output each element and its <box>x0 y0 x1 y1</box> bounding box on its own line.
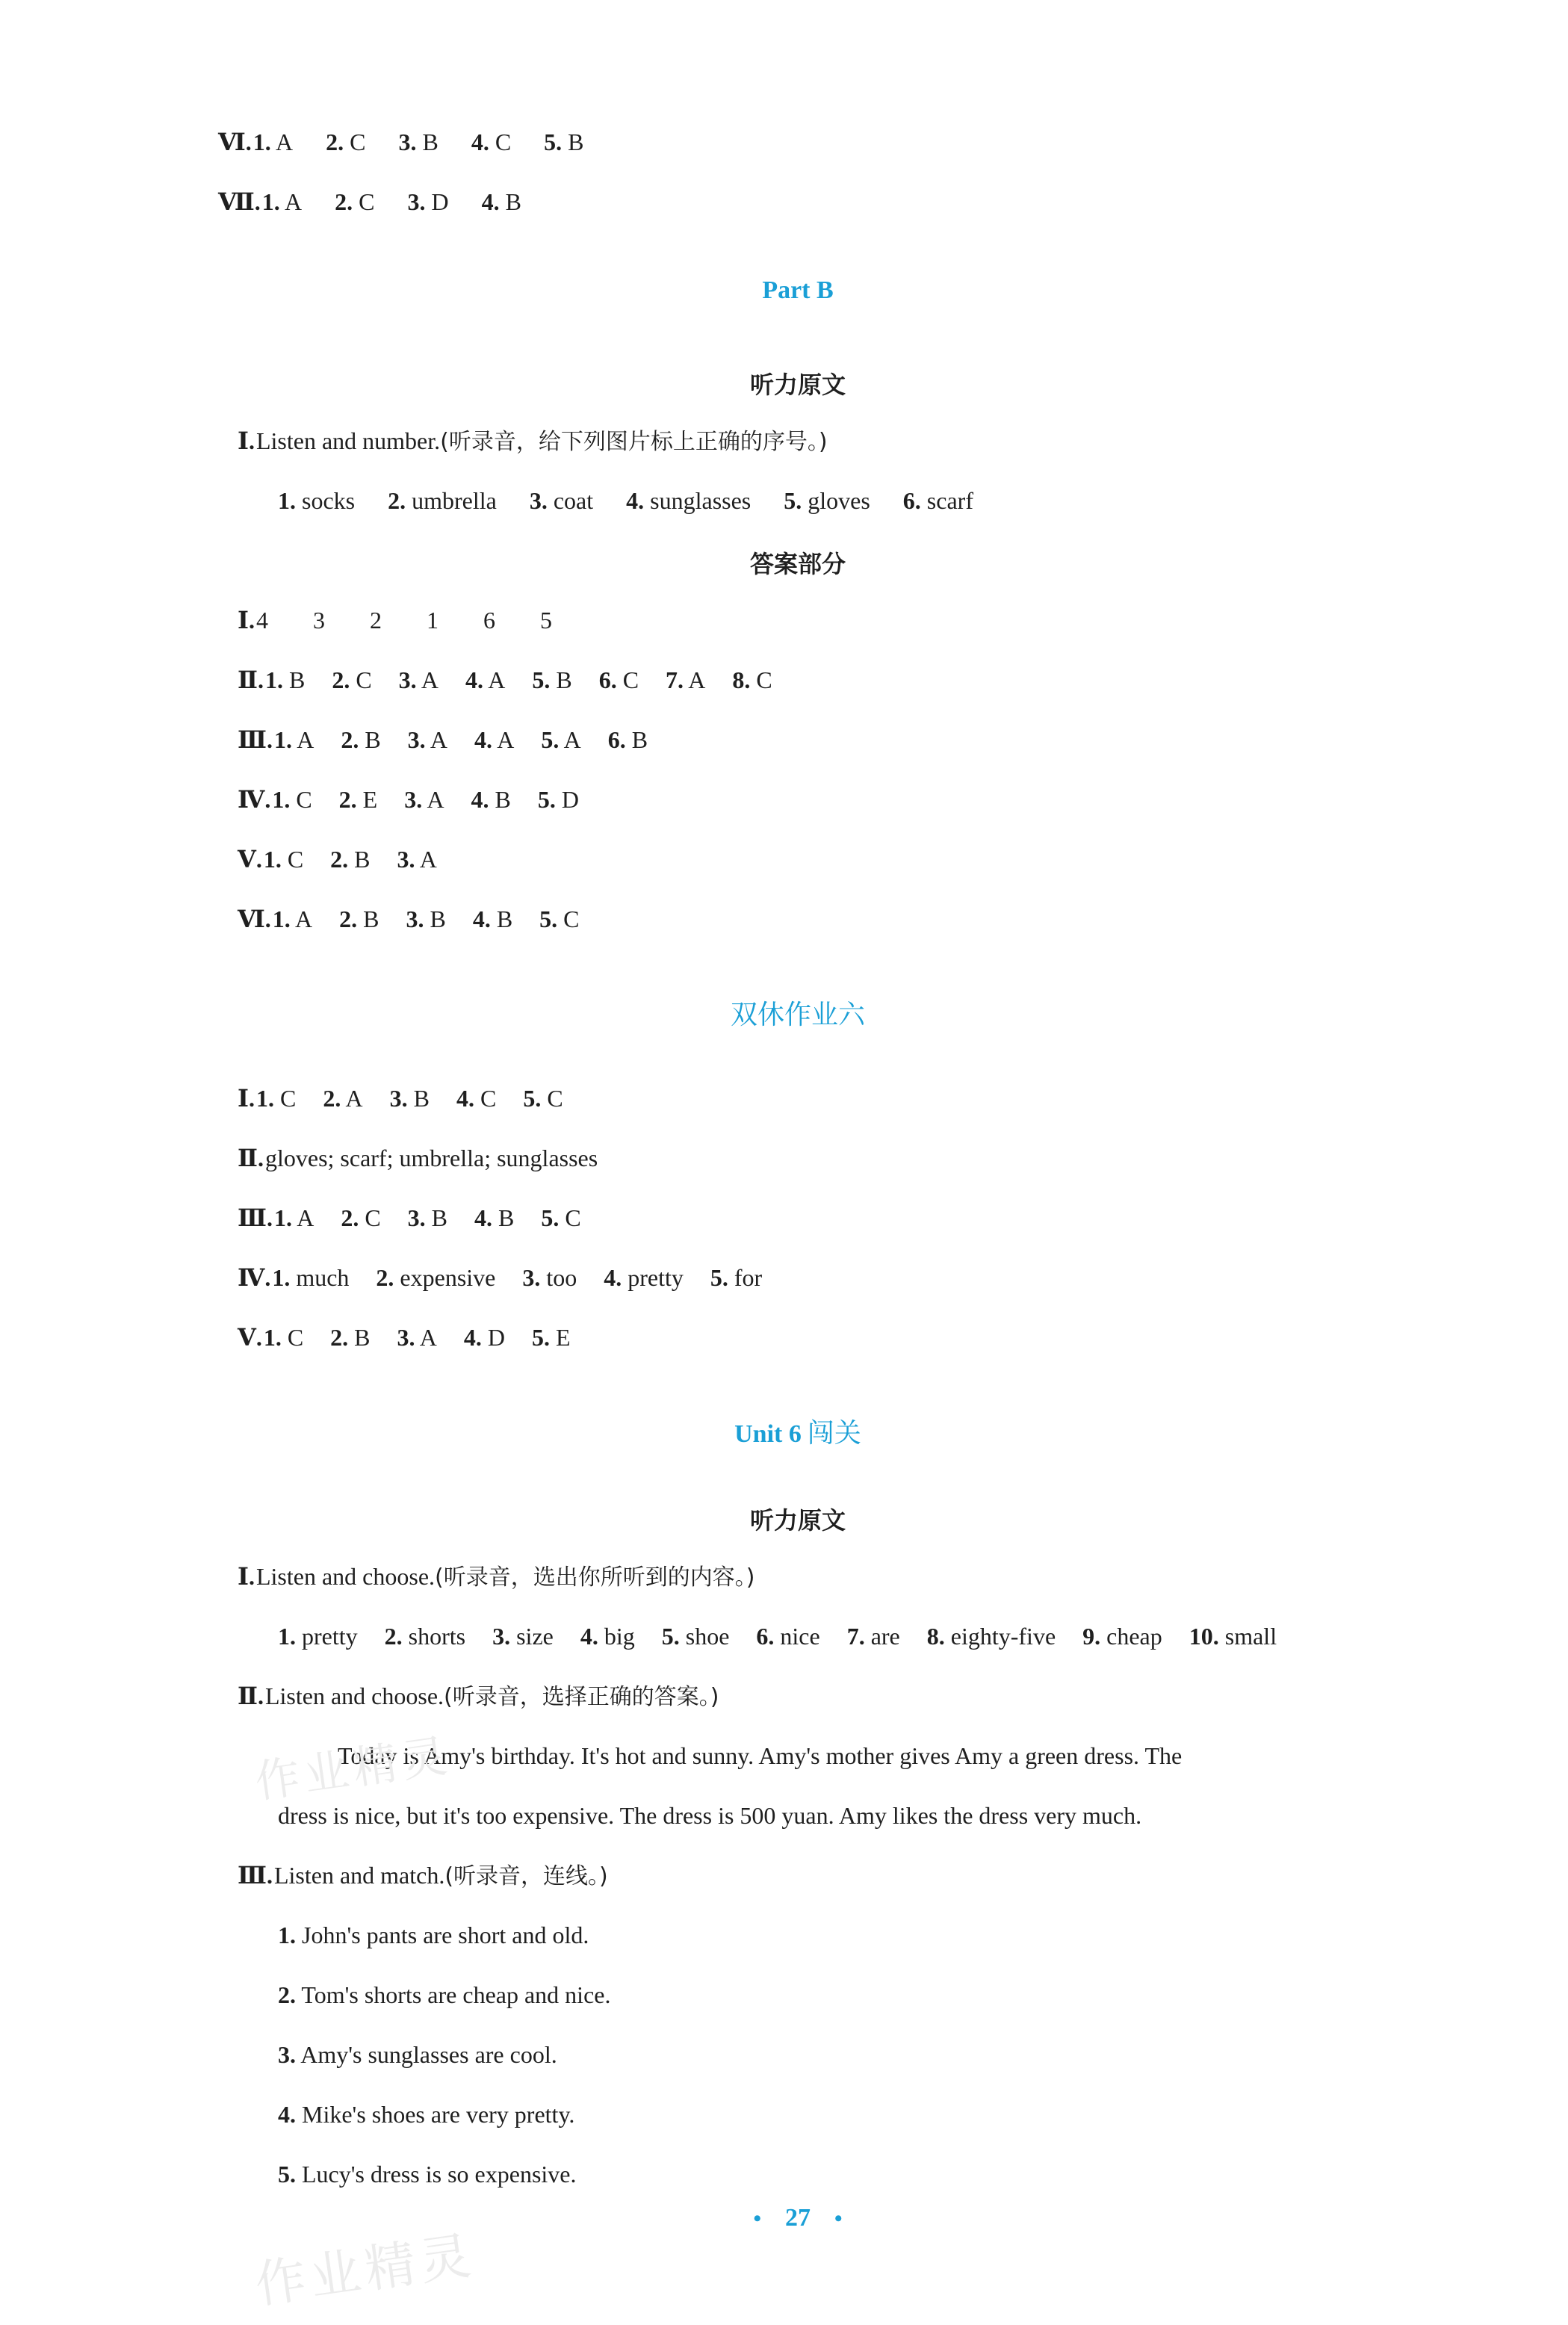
item-value: C <box>344 129 366 155</box>
item-number: 6. <box>756 1623 775 1650</box>
roman-numeral: Ⅵ. <box>238 905 271 932</box>
roman-numeral: Ⅶ. <box>218 188 261 215</box>
match-sentence-5: 5. Lucy's dress is so expensive. <box>278 2161 577 2188</box>
item-number: 5. <box>539 905 558 932</box>
item <box>538 786 579 813</box>
item-number: 4. <box>472 905 491 932</box>
item-value: B <box>359 726 381 753</box>
item-number: 4. <box>580 1623 598 1650</box>
item-number: 4. <box>463 1324 482 1351</box>
answer-row-2 <box>238 665 799 695</box>
item <box>408 1204 447 1231</box>
section-title-part-b: Part B <box>762 276 834 304</box>
item-number: 4. <box>604 1264 622 1291</box>
item-value: A <box>290 905 313 932</box>
item <box>273 905 312 932</box>
item-number: 3. <box>406 905 424 932</box>
item-value: cheap <box>1100 1623 1162 1650</box>
item <box>532 1324 571 1351</box>
item <box>608 726 648 753</box>
item <box>404 786 444 813</box>
item <box>530 487 593 514</box>
item-number: 4. <box>474 1204 492 1231</box>
item <box>265 666 305 693</box>
item <box>330 846 370 873</box>
item <box>604 1264 684 1291</box>
answer-items <box>253 129 617 155</box>
match-sentence-3: 3. Amy's sunglasses are cool. <box>278 2041 557 2068</box>
passage-line-1: Today is Amy's birthday. It's hot and sunny. Amy's mother gives Amy a green dress. The <box>338 1742 1183 1769</box>
item <box>541 1204 580 1231</box>
passage-line-2: dress is nice, but it's too expensive. The dress is 500 yuan. Amy likes the dress very much. <box>278 1802 1142 1829</box>
item <box>580 1623 635 1650</box>
answer-row-top-7 <box>218 187 554 217</box>
answer-items <box>264 846 464 873</box>
item-value: C <box>557 905 580 932</box>
item-value: C <box>281 846 304 873</box>
item-value: C <box>353 188 375 215</box>
item-value: C <box>290 786 312 813</box>
item-number: 5. <box>531 1324 550 1351</box>
item <box>397 846 437 873</box>
item-number: 5. <box>532 666 551 693</box>
item-number: 1. <box>278 1623 296 1650</box>
item-value: B <box>550 666 572 693</box>
item <box>456 1085 496 1112</box>
listening-script-title: 听力原文 <box>749 371 846 399</box>
item-value: small <box>1218 1623 1277 1650</box>
answer-items <box>265 666 799 693</box>
item <box>406 905 445 932</box>
item <box>341 1204 380 1231</box>
roman-numeral: Ⅴ. <box>238 846 262 873</box>
item-value: umbrella <box>406 487 497 514</box>
item-number: 1. <box>272 1264 291 1291</box>
item-value: nice <box>774 1623 820 1650</box>
item-number: 3. <box>407 726 426 753</box>
item-number: 5. <box>784 487 802 514</box>
item-number: 3. <box>529 487 548 514</box>
watermark-bottom: 作业精灵 <box>251 2226 479 2316</box>
item-value: B <box>490 905 513 932</box>
item-value: expensive <box>394 1264 496 1291</box>
item-number: 2. <box>330 846 349 873</box>
item-value: A <box>341 1085 363 1112</box>
item-value: A <box>416 666 439 693</box>
item-number: 7. <box>846 1623 865 1650</box>
item <box>464 1324 505 1351</box>
question-listen-choose-1 <box>238 1561 754 1593</box>
answer-row-1 <box>238 605 552 635</box>
answer-row-top-6 <box>218 127 617 157</box>
instruction-cn: (听录音，给下列图片标上正确的序号。) <box>440 429 828 455</box>
item-number: 2. <box>384 1623 403 1650</box>
item-number: 3. <box>522 1264 541 1291</box>
answer-items <box>273 905 607 932</box>
item-value: B <box>425 1204 447 1231</box>
roman-numeral: Ⅲ. <box>238 1862 273 1889</box>
instruction-cn: (听录音，选出你所听到的内容。) <box>435 1564 755 1591</box>
bullet-dot-icon: • <box>753 2206 761 2231</box>
item-number: 1. <box>273 1204 292 1231</box>
item-number: 3. <box>407 1204 426 1231</box>
item-value: are <box>864 1623 900 1650</box>
item <box>927 1623 1056 1650</box>
roman-numeral: Ⅲ. <box>238 1204 273 1231</box>
item <box>264 846 303 873</box>
answer-items <box>272 1264 789 1291</box>
answers-title: 答案部分 <box>749 550 846 578</box>
word-list <box>278 486 1006 516</box>
item-value: A <box>492 726 515 753</box>
item-number: 2. <box>335 188 353 215</box>
item-number: 1. <box>272 905 291 932</box>
item-value: B <box>348 846 371 873</box>
item <box>388 487 497 514</box>
instruction-cn: (听录音，连线。) <box>444 1863 608 1889</box>
item <box>339 786 378 813</box>
item-value: B <box>424 905 446 932</box>
answer-items <box>262 188 554 215</box>
item-number: 4. <box>626 487 645 514</box>
item <box>335 188 374 215</box>
item-number: 10. <box>1189 1623 1219 1650</box>
word-items <box>278 1623 1304 1650</box>
item-number: 5. <box>544 129 563 155</box>
item-number: 8. <box>732 666 751 693</box>
item-value: C <box>541 1085 563 1112</box>
roman-numeral: Ⅱ. <box>238 1145 264 1171</box>
item-value: sunglasses <box>644 487 752 514</box>
item <box>397 1324 437 1351</box>
item-value: B <box>282 666 306 693</box>
item-number: 3. <box>407 188 426 215</box>
item <box>903 487 973 514</box>
item <box>326 129 365 155</box>
instruction-cn: (听录音，选择正确的答案。) <box>444 1684 719 1710</box>
weekend-row-3 <box>238 1203 608 1233</box>
item-value: B <box>492 1204 515 1231</box>
item <box>662 1623 730 1650</box>
question-listen-choose-2 <box>238 1681 719 1712</box>
answer-items <box>264 1324 598 1351</box>
item <box>274 726 314 753</box>
item-value: A <box>422 786 444 813</box>
item <box>847 1623 900 1650</box>
item-number: 4. <box>481 188 500 215</box>
item-value: A <box>415 846 437 873</box>
roman-numeral: Ⅲ. <box>238 726 273 753</box>
item-number: 1. <box>273 726 292 753</box>
item <box>262 188 302 215</box>
item-number: 4. <box>471 129 489 155</box>
item-value: A <box>684 666 706 693</box>
item <box>465 666 505 693</box>
item-value: C <box>489 129 512 155</box>
item-value: gloves <box>802 487 870 514</box>
item <box>385 1623 465 1650</box>
item <box>756 1623 819 1650</box>
item-number: 2. <box>376 1264 394 1291</box>
item-number: 2. <box>330 1324 349 1351</box>
page-number-value: 27 <box>785 2204 811 2232</box>
item <box>522 1264 577 1291</box>
roman-numeral: Ⅰ. <box>238 1085 255 1112</box>
item-number: 3. <box>398 129 417 155</box>
item-value: too <box>540 1264 577 1291</box>
item-value: B <box>625 726 648 753</box>
answer-text: gloves; scarf; umbrella; sunglasses <box>264 1145 598 1171</box>
answer-items <box>256 1085 590 1112</box>
roman-numeral: Ⅳ. <box>238 786 271 813</box>
item-value: E <box>356 786 378 813</box>
item-value: C <box>273 1085 297 1112</box>
item <box>473 905 512 932</box>
item-number: 4. <box>465 666 483 693</box>
item-number: 3. <box>398 666 417 693</box>
item-value: A <box>559 726 581 753</box>
item-number: 6. <box>607 726 626 753</box>
item-number: 4. <box>456 1085 474 1112</box>
item-value: C <box>616 666 639 693</box>
item-number: 2. <box>326 129 344 155</box>
item-value: B <box>562 129 584 155</box>
item <box>471 129 511 155</box>
roman-numeral: Ⅵ. <box>218 129 252 155</box>
item-number: 3. <box>404 786 423 813</box>
item-value: A <box>291 726 314 753</box>
weekend-row-1 <box>238 1083 590 1113</box>
item-value: D <box>425 188 449 215</box>
answer-items <box>274 1204 608 1231</box>
roman-numeral: Ⅰ. <box>238 1563 255 1590</box>
item <box>492 1623 554 1650</box>
item-number: 8. <box>926 1623 945 1650</box>
item <box>523 1085 563 1112</box>
item-value: B <box>348 1324 371 1351</box>
item-number: 2. <box>338 786 357 813</box>
section-title-weekend: 双休作业六 <box>730 1000 865 1030</box>
item-number: 1. <box>261 188 280 215</box>
item-number: 9. <box>1082 1623 1101 1650</box>
item <box>732 666 772 693</box>
item-value: A <box>279 188 303 215</box>
item-value: A <box>270 129 294 155</box>
item <box>274 1204 314 1231</box>
item-number: 4. <box>474 726 492 753</box>
item-number: 5. <box>541 726 560 753</box>
item <box>278 1623 358 1650</box>
bullet-dot-icon: • <box>834 2206 843 2231</box>
item-number: 1. <box>263 846 282 873</box>
item-number: 3. <box>397 846 415 873</box>
item-value: big <box>598 1623 635 1650</box>
item-value: A <box>483 666 506 693</box>
item-value: coat <box>547 487 594 514</box>
match-sentence-1: 1. John's pants are short and old. <box>278 1922 589 1948</box>
item-number: 1. <box>278 487 296 514</box>
item-value: A <box>291 1204 314 1231</box>
section-title-unit6 <box>0 1412 1568 1450</box>
item-value: pretty <box>296 1623 358 1650</box>
answer-items <box>272 786 606 813</box>
item <box>256 1085 296 1112</box>
watermark-mid: 作业精灵 <box>252 1729 455 1809</box>
item-number: 2. <box>323 1085 341 1112</box>
item-number: 1. <box>255 1085 274 1112</box>
item <box>398 129 438 155</box>
item-value: pretty <box>622 1264 684 1291</box>
word-list <box>278 1621 1304 1651</box>
item-value: C <box>474 1085 497 1112</box>
item-value: B <box>489 786 511 813</box>
item-value: B <box>407 1085 430 1112</box>
item <box>323 1085 362 1112</box>
item-value: scarf <box>920 487 973 514</box>
answer-row-5 <box>238 844 464 874</box>
item <box>376 1264 495 1291</box>
item-value: shorts <box>402 1623 466 1650</box>
item <box>253 129 293 155</box>
question-listen-match <box>238 1860 608 1892</box>
item-value: C <box>750 666 772 693</box>
item-value: B <box>499 188 521 215</box>
listening-script-title: 听力原文 <box>749 1506 846 1535</box>
weekend-row-2 <box>238 1143 598 1173</box>
unit-title-cn: 闯关 <box>807 1418 861 1449</box>
weekend-row-5 <box>238 1322 598 1352</box>
item <box>544 129 583 155</box>
item-number: 1. <box>263 1324 282 1351</box>
item <box>407 188 448 215</box>
item-number: 2. <box>332 666 350 693</box>
item-value: for <box>728 1264 763 1291</box>
item-value: B <box>416 129 439 155</box>
item <box>626 487 751 514</box>
item-value: C <box>359 1204 381 1231</box>
instruction-text: Listen and number. <box>255 427 441 454</box>
item-number: 6. <box>598 666 617 693</box>
item-value: B <box>357 905 379 932</box>
roman-numeral: Ⅰ. <box>238 427 255 454</box>
item <box>784 487 870 514</box>
item-number: 2. <box>339 905 358 932</box>
item-number: 3. <box>397 1324 415 1351</box>
answer-row-6 <box>238 904 607 934</box>
item <box>666 666 705 693</box>
instruction-text: Listen and choose. <box>255 1563 436 1590</box>
item-value: D <box>555 786 579 813</box>
item-number: 4. <box>471 786 489 813</box>
item <box>408 726 447 753</box>
item <box>339 905 379 932</box>
item-number: 2. <box>341 726 359 753</box>
item-value: C <box>350 666 372 693</box>
item-number: 5. <box>710 1264 728 1291</box>
item-number: 5. <box>537 786 556 813</box>
item <box>1189 1623 1277 1650</box>
item-value: size <box>510 1623 554 1650</box>
roman-numeral: Ⅰ. <box>238 607 255 634</box>
item-number: 2. <box>341 1204 359 1231</box>
answer-text: 4 3 2 1 6 5 <box>255 607 552 634</box>
word-items <box>278 487 1006 514</box>
item-value: D <box>481 1324 505 1351</box>
answer-row-3 <box>238 725 675 755</box>
item <box>541 726 580 753</box>
item <box>471 786 511 813</box>
item-value: shoe <box>679 1623 730 1650</box>
roman-numeral: Ⅱ. <box>238 1682 264 1709</box>
item <box>272 786 312 813</box>
item-number: 5. <box>523 1085 542 1112</box>
item-number: 2. <box>388 487 406 514</box>
item <box>272 1264 349 1291</box>
item <box>330 1324 370 1351</box>
item-number: 7. <box>666 666 684 693</box>
item <box>599 666 639 693</box>
instruction-text: Listen and match. <box>273 1862 445 1889</box>
item <box>482 188 521 215</box>
item-value: A <box>415 1324 437 1351</box>
item-value: E <box>549 1324 571 1351</box>
item-value: C <box>281 1324 304 1351</box>
item-number: 6. <box>902 487 921 514</box>
unit-title-en: Unit 6 <box>734 1420 802 1448</box>
item <box>332 666 371 693</box>
item <box>539 905 579 932</box>
item-number: 1. <box>272 786 291 813</box>
item-value: socks <box>296 487 356 514</box>
weekend-row-4 <box>238 1263 789 1292</box>
item-number: 3. <box>492 1623 511 1650</box>
roman-numeral: Ⅱ. <box>238 666 264 693</box>
item-number: 1. <box>252 129 271 155</box>
item <box>1082 1623 1162 1650</box>
item <box>341 726 380 753</box>
answer-items <box>274 726 675 753</box>
match-sentence-2: 2. Tom's shorts are cheap and nice. <box>278 1981 611 2008</box>
answer-row-4 <box>238 784 606 814</box>
item-number: 5. <box>541 1204 560 1231</box>
item-value: C <box>559 1204 581 1231</box>
item <box>264 1324 303 1351</box>
roman-numeral: Ⅳ. <box>238 1264 271 1291</box>
question-listen-number <box>238 426 828 457</box>
page-number <box>0 2204 1568 2232</box>
item <box>474 726 514 753</box>
item <box>278 487 355 514</box>
item <box>474 1204 514 1231</box>
item-value: eighty-five <box>944 1623 1056 1650</box>
item <box>532 666 571 693</box>
item-number: 5. <box>661 1623 680 1650</box>
item <box>399 666 439 693</box>
match-sentence-4: 4. Mike's shoes are very pretty. <box>278 2101 575 2128</box>
roman-numeral: Ⅴ. <box>238 1324 262 1351</box>
item-number: 3. <box>389 1085 408 1112</box>
item-value: A <box>425 726 447 753</box>
instruction-text: Listen and choose. <box>264 1682 444 1709</box>
item-value: much <box>290 1264 350 1291</box>
item-number: 1. <box>264 666 283 693</box>
item <box>390 1085 430 1112</box>
item <box>710 1264 762 1291</box>
